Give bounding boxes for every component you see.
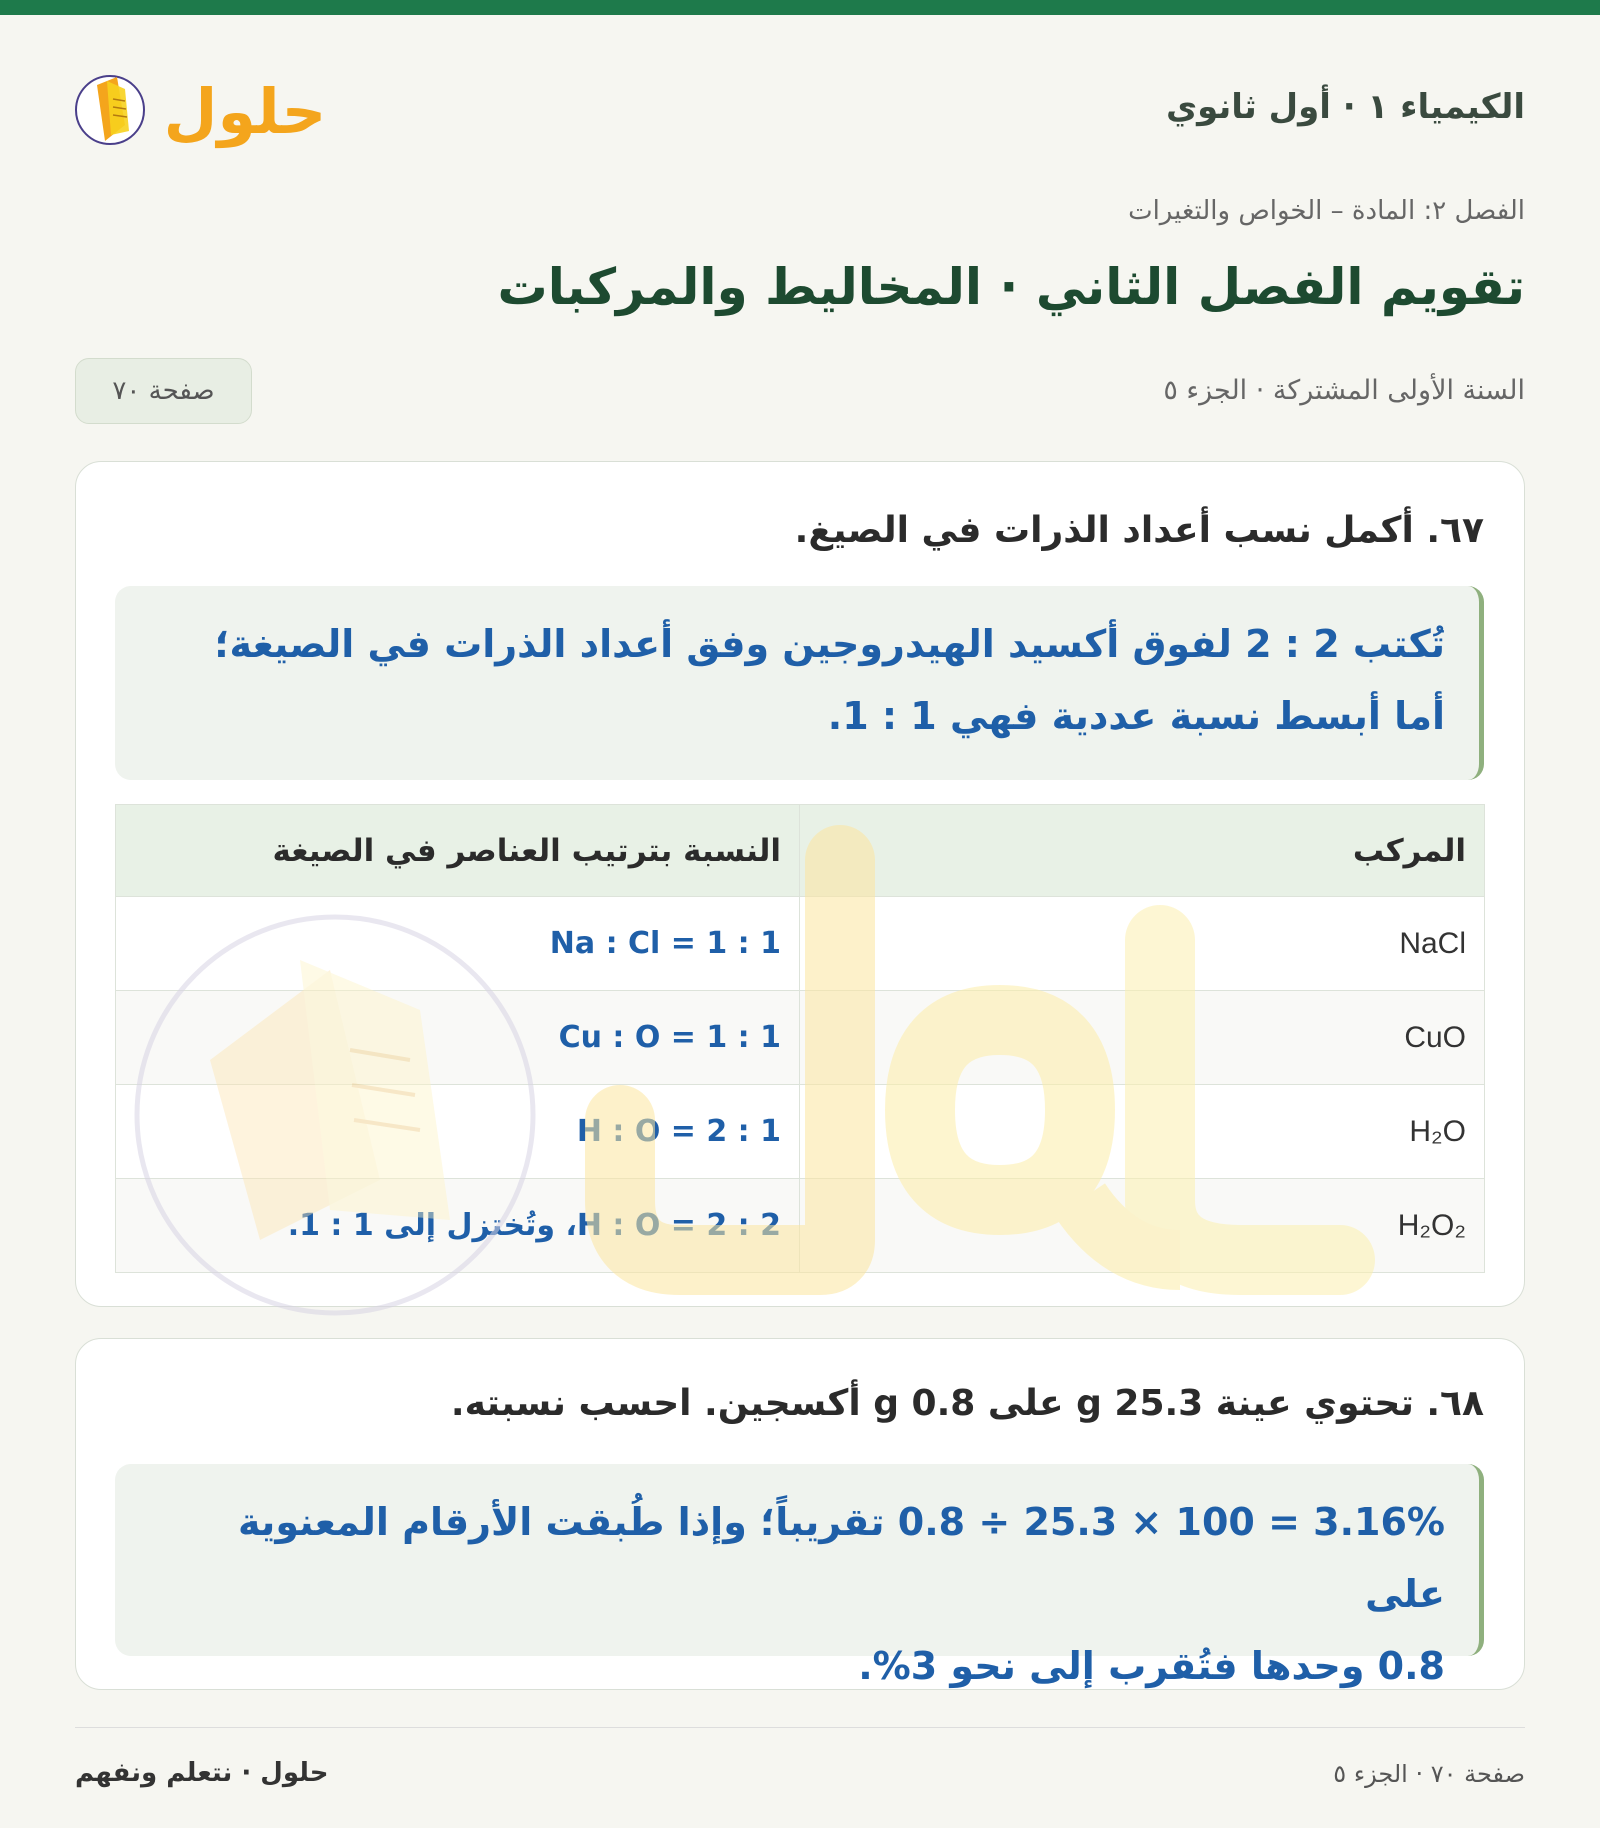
answer-67-line1: تُكتب 2 : 2 لفوق أكسيد الهيدروجين وفق أعداد الذرات في الصيغة؛: [214, 622, 1445, 666]
table-header-row: [116, 805, 1485, 897]
table-row: [116, 1085, 1485, 1179]
footer-divider: [75, 1727, 1525, 1728]
page-number-badge: صفحة ٧٠: [75, 358, 252, 424]
table-row: [116, 897, 1485, 991]
compound-cell: NaCl: [800, 897, 1485, 991]
compound-cell: H₂O: [800, 1085, 1485, 1179]
question-68-text: [451, 1383, 1484, 1424]
page-header: [75, 55, 1525, 165]
top-accent-bar: [0, 0, 1600, 15]
footer-page-info: صفحة ٧٠ · الجزء ٥: [1333, 1760, 1525, 1788]
ratio-table: [115, 804, 1485, 1273]
compound-cell: CuO: [800, 991, 1485, 1085]
header-ratio: النسبة بترتيب العناصر في الصيغة: [116, 805, 800, 897]
question-card-67: [75, 461, 1525, 1307]
question-67-text: ٦٧. أكمل نسب أعداد الذرات في الصيغ.: [794, 510, 1484, 551]
question-card-68: [75, 1338, 1525, 1690]
subject-label: الكيمياء ١ · أول ثانوي: [1166, 87, 1525, 127]
logo-wordmark: حلول: [163, 75, 327, 148]
ratio-cell: Cu : O = 1 : 1: [558, 1020, 781, 1055]
table-row: [116, 991, 1485, 1085]
page-title: تقويم الفصل الثاني · المخاليط والمركبات: [497, 258, 1525, 316]
ratio-cell-note: ، وتُختزل إلى 1 : 1.: [287, 1208, 577, 1243]
answer-68-box: [115, 1464, 1484, 1688]
table-row: [116, 1179, 1485, 1273]
answer-67-line2: أما أبسط نسبة عددية فهي 1 : 1.: [827, 694, 1445, 738]
compound-cell: H₂O₂: [800, 1179, 1485, 1273]
header-compound: المركب: [800, 805, 1485, 897]
ratio-cell: Na : Cl = 1 : 1: [549, 926, 781, 961]
hulul-logo[interactable]: [75, 55, 345, 165]
question-68-label: ٦٨. تحتوي عينة 25.3 g على 0.8 g أكسجين. احسب نسبته.: [450, 1383, 1484, 1424]
answer-67-box: [115, 586, 1484, 780]
answer-68-line1: 3.16% = 100 × 25.3 ÷ 0.8 تقريباً؛ وإذا طُبقت الأرقام المعنوية على: [238, 1500, 1445, 1616]
footer-brand: حلول · نتعلم ونفهم: [75, 1758, 329, 1788]
ratio-cell: H : O = 2 : 2: [576, 1208, 781, 1243]
ratio-cell: H : O = 2 : 1: [576, 1114, 781, 1149]
answer-68-line2: 0.8 وحدها فتُقرب إلى نحو 3%.: [858, 1644, 1445, 1688]
chapter-label: الفصل ٢: المادة – الخواص والتغيرات: [1128, 196, 1525, 226]
subtitle: السنة الأولى المشتركة · الجزء ٥: [1163, 375, 1525, 406]
